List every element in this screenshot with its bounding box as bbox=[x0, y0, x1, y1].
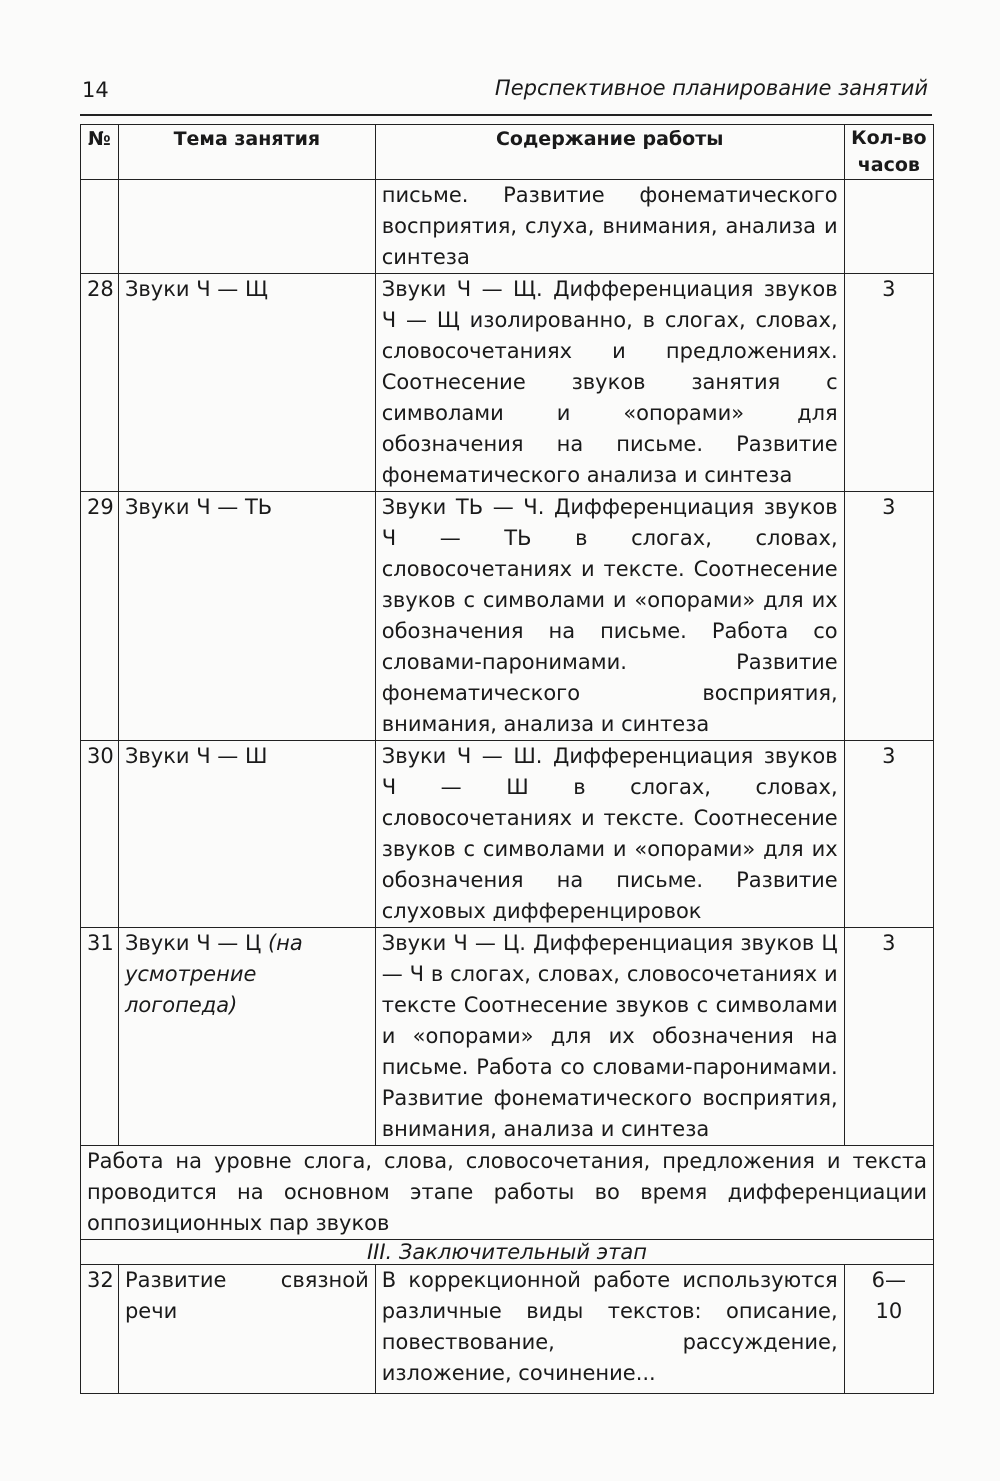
table-row-continuation bbox=[81, 180, 934, 274]
table-header-row bbox=[81, 125, 934, 180]
table-cell-topic: Развитие связной речи bbox=[118, 1265, 375, 1394]
table-cell-content: письме. Развитие фонематического восприятия, слуха, внимания, анализа и синтеза bbox=[375, 180, 844, 274]
table-cell-topic: Звуки Ч — Ш bbox=[118, 741, 375, 928]
header-divider bbox=[80, 114, 932, 116]
table-cell-hours bbox=[844, 180, 933, 274]
table-row bbox=[81, 274, 934, 492]
table-cell-number: 30 bbox=[81, 741, 119, 928]
table-cell-hours: 3 bbox=[844, 741, 933, 928]
running-title: Перспективное планирование занятий bbox=[494, 76, 928, 100]
table-cell-topic: Звуки Ч — Щ bbox=[118, 274, 375, 492]
table-cell-content: Звуки Ч — Ш. Дифференциация звуков Ч — Ш в слогах, словах, словосочетаниях и тексте. Соотнесение звуков с символами и «опорами» для их обозначения на письме. Развитие слуховых дифференцировок bbox=[375, 741, 844, 928]
stage-heading: III. Заключительный этап bbox=[81, 1240, 934, 1265]
topic-note: (на усмотрение логопеда) bbox=[124, 931, 303, 1017]
topic-text: Звуки Ч — Ц bbox=[124, 931, 262, 955]
stage-row bbox=[81, 1240, 934, 1265]
table-row bbox=[81, 1265, 934, 1394]
table-cell-number: 29 bbox=[81, 492, 119, 741]
column-header-topic: Тема занятия bbox=[118, 125, 375, 180]
table-cell-hours: 3 bbox=[844, 928, 933, 1146]
table-cell-content: Звуки ТЬ — Ч. Дифференциация звуков Ч — ТЬ в слогах, словах, словосочетаниях и тексте. Соотнесение звуков с символами и «опорами» для их обозначения на письме. Работа со словами-паронимами. Развитие фонематического восприятия, внимания, анализа и синтеза bbox=[375, 492, 844, 741]
table-cell-hours: 6— 10 bbox=[844, 1265, 933, 1394]
table-row bbox=[81, 928, 934, 1146]
column-header-content: Содержание работы bbox=[375, 125, 844, 180]
page-number: 14 bbox=[82, 78, 109, 102]
column-header-number: № bbox=[81, 125, 119, 180]
table-cell-topic: Звуки Ч — ТЬ bbox=[118, 492, 375, 741]
note-row bbox=[81, 1146, 934, 1240]
lesson-plan-table bbox=[80, 124, 934, 1394]
table-cell-content: В коррекционной работе используются различные виды текстов: описание, повествование, рассуждение, изложение, сочинение... bbox=[375, 1265, 844, 1394]
table-cell-content: Звуки Ч — Ц. Дифференциация звуков Ц — Ч в слогах, словах, словосочетаниях и тексте Соотнесение звуков с символами и «опорами» для их обозначения на письме. Работа со словами-паронимами. Развитие фонематического восприятия, внимания, анализа и синтеза bbox=[375, 928, 844, 1146]
column-header-hours: Кол-во часов bbox=[844, 125, 933, 180]
table-cell-hours: 3 bbox=[844, 492, 933, 741]
table-cell-topic bbox=[118, 928, 375, 1146]
table-cell-content: Звуки Ч — Щ. Дифференциация звуков Ч — Щ изолированно, в слогах, словах, словосочетаниях и предложениях. Соотнесение звуков занятия с символами и «опорами» для обозначения на письме. Развитие фонематического анализа и синтеза bbox=[375, 274, 844, 492]
table-row bbox=[81, 741, 934, 928]
table-cell-number: 32 bbox=[81, 1265, 119, 1394]
table-cell-hours: 3 bbox=[844, 274, 933, 492]
table-cell-number: 28 bbox=[81, 274, 119, 492]
table-row bbox=[81, 492, 934, 741]
table-cell-number bbox=[81, 180, 119, 274]
table-cell-topic bbox=[118, 180, 375, 274]
table-cell-number: 31 bbox=[81, 928, 119, 1146]
note-row-text: Работа на уровне слога, слова, словосочетания, предложения и текста проводится на основном этапе работы во время дифференциации оппозиционных пар звуков bbox=[81, 1146, 934, 1240]
